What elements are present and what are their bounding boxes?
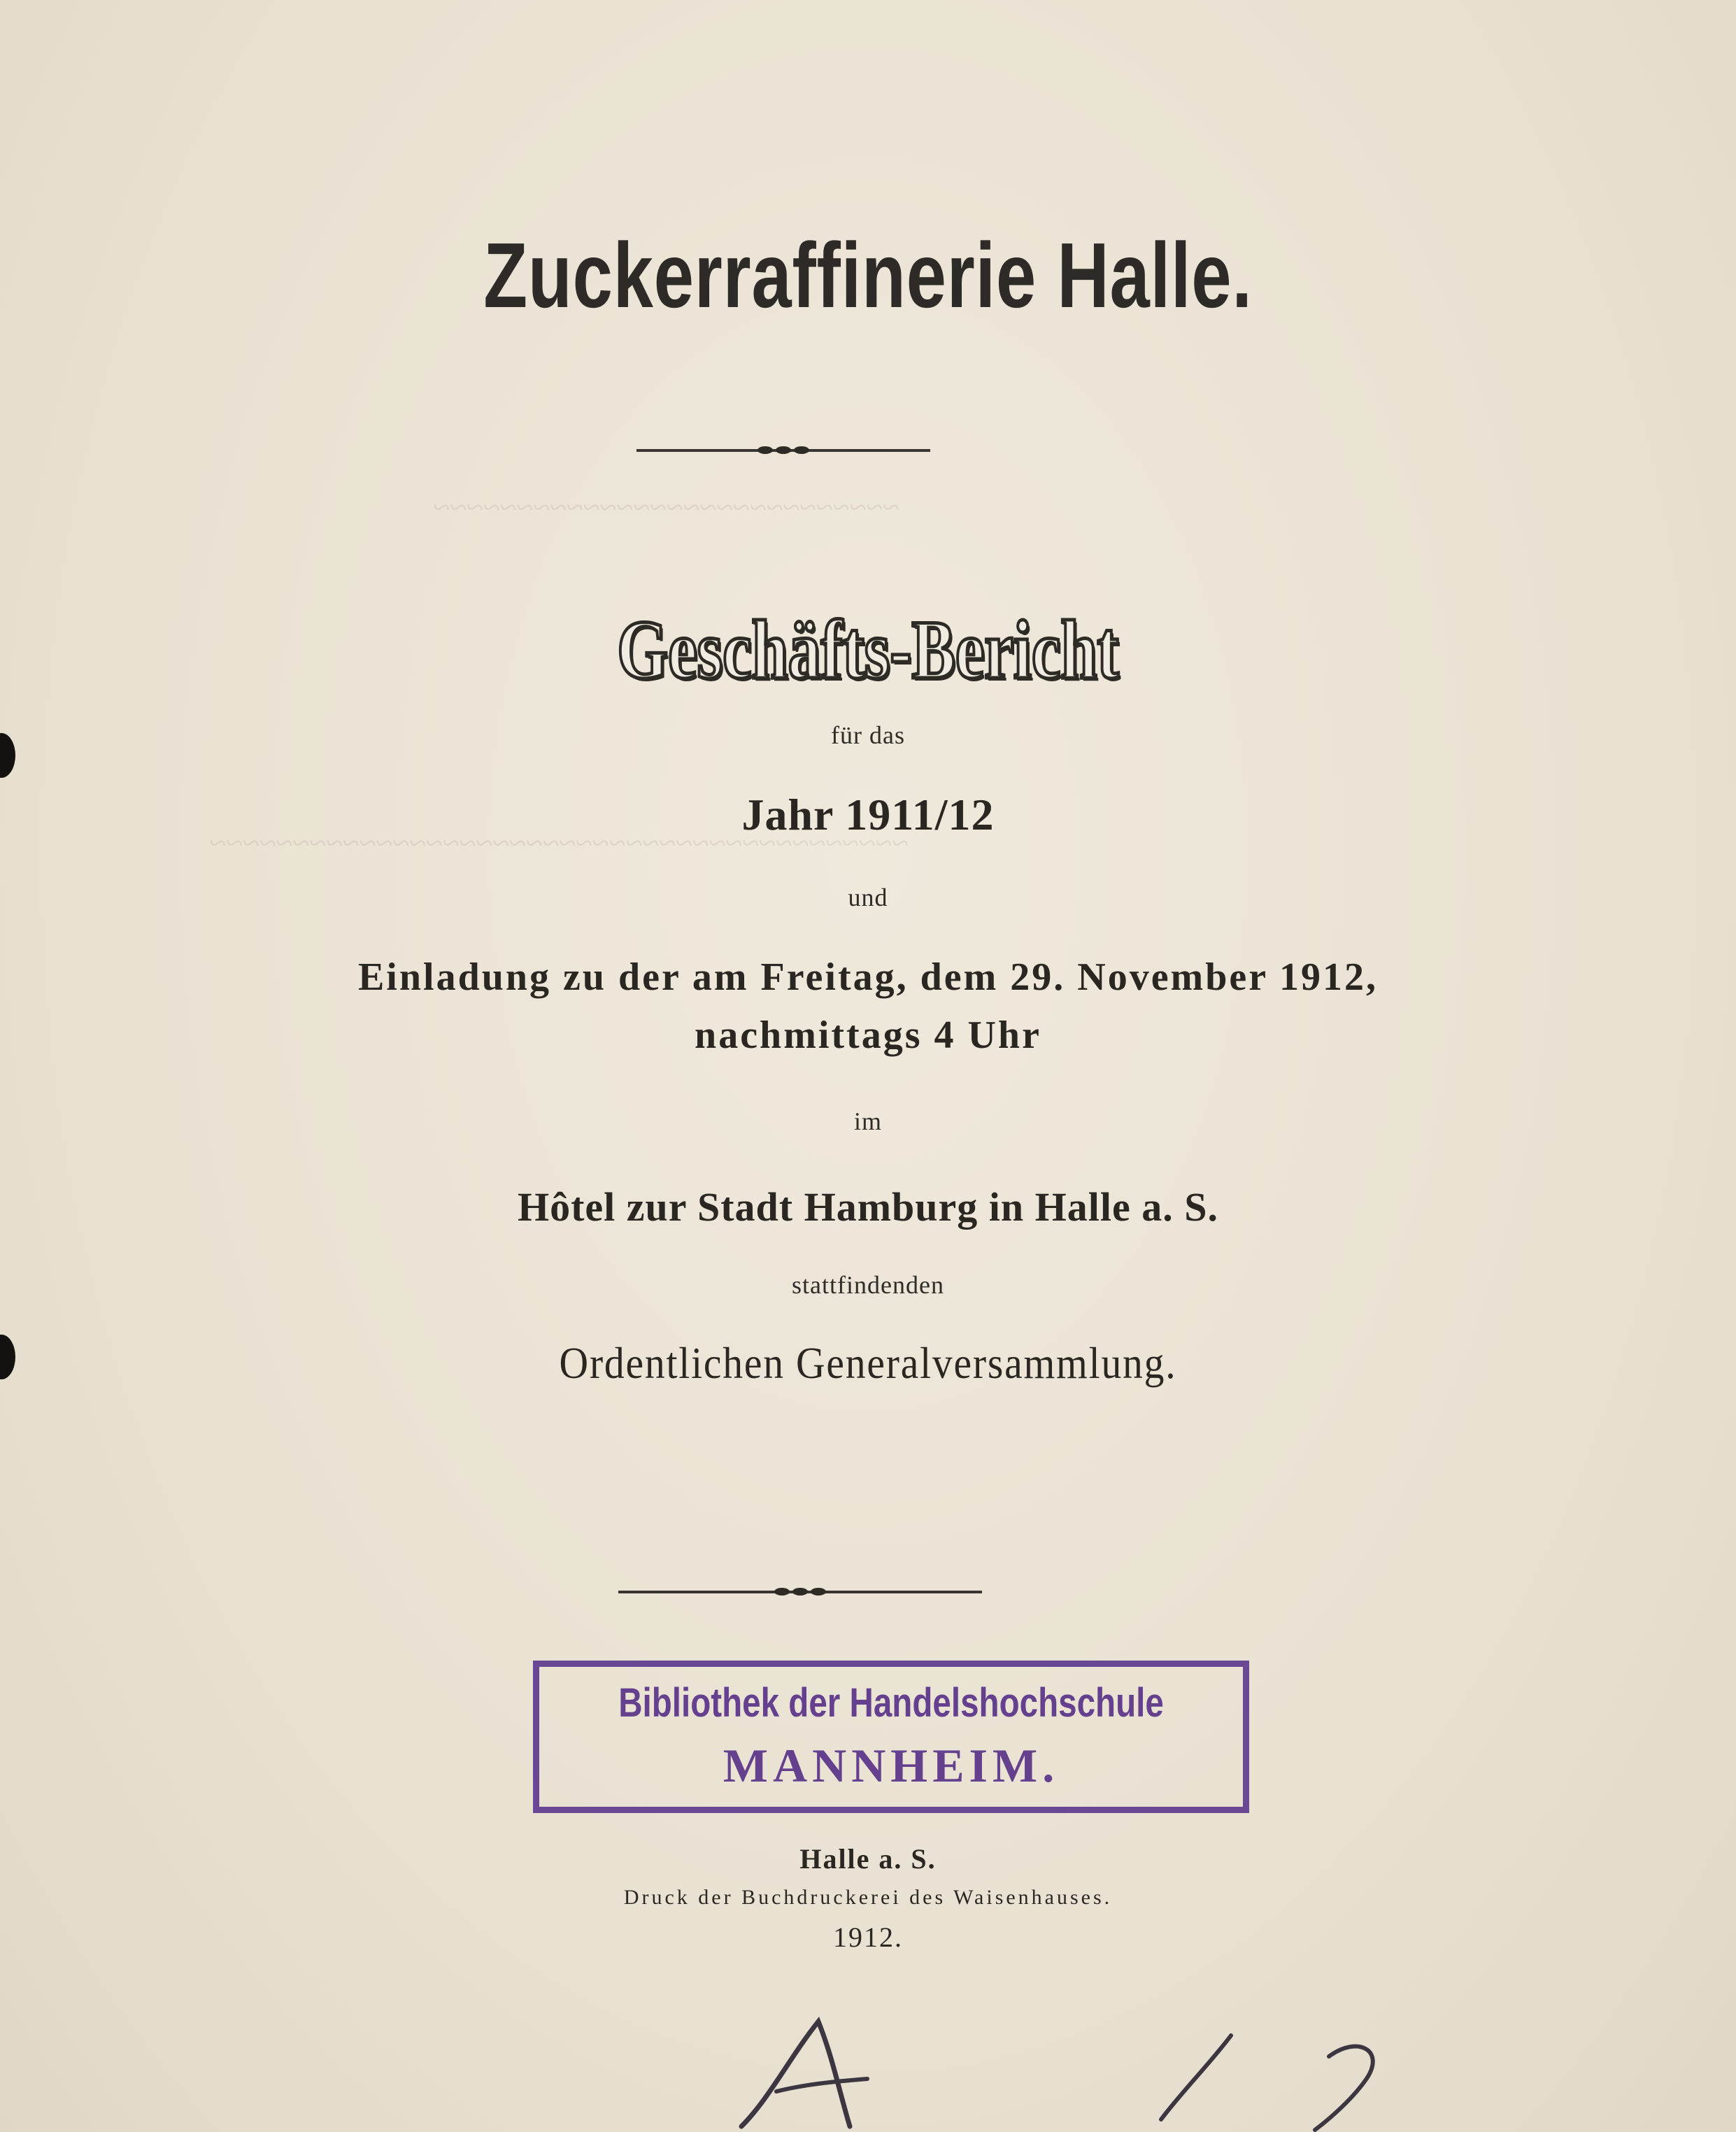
- report-year: Jahr 1911/12: [741, 790, 995, 839]
- imprint-printer: Druck der Buchdruckerei des Waisenhauses.: [623, 1886, 1113, 1909]
- und-text: und: [848, 883, 888, 911]
- fuer-das-text: für das: [831, 721, 905, 749]
- show-through-text: ~~~~~~~~~~~~~~~~~~~~~~~~~~~~: [434, 490, 900, 525]
- invitation-line-1: Einladung zu der am Freitag, dem 29. November 1912,: [357, 955, 1379, 999]
- handwritten-shelfmark: [727, 2014, 1399, 2132]
- show-through-text: ~~~~~~~~~~~~~~~~~~~~~~~~~~~~~~~~~~~~~~~~~~: [210, 826, 909, 860]
- imprint-year: 1912.: [833, 1921, 903, 1953]
- venue-text: Hôtel zur Stadt Hamburg in Halle a. S.: [517, 1184, 1219, 1230]
- stamp-line-2: MANNHEIM.: [723, 1739, 1060, 1792]
- meeting-title: Ordentlichen Generalversammlung.: [559, 1338, 1177, 1388]
- punch-hole-lower: [0, 1335, 15, 1379]
- ornamental-rule-top: [636, 449, 930, 452]
- company-title: Zuckerraffinerie Halle.: [483, 224, 1253, 327]
- invitation-line-2: nachmittags 4 Uhr: [695, 1014, 1041, 1057]
- report-headline: Geschäfts-Bericht: [617, 603, 1119, 696]
- library-stamp: [533, 1661, 1249, 1813]
- im-text: im: [853, 1107, 882, 1135]
- stamp-line-1: Bibliothek der Handelshochschule: [618, 1680, 1164, 1726]
- stattfindenden-text: stattfindenden: [792, 1271, 944, 1299]
- imprint-place: Halle a. S.: [799, 1843, 937, 1875]
- ornamental-rule-bottom: [618, 1591, 982, 1593]
